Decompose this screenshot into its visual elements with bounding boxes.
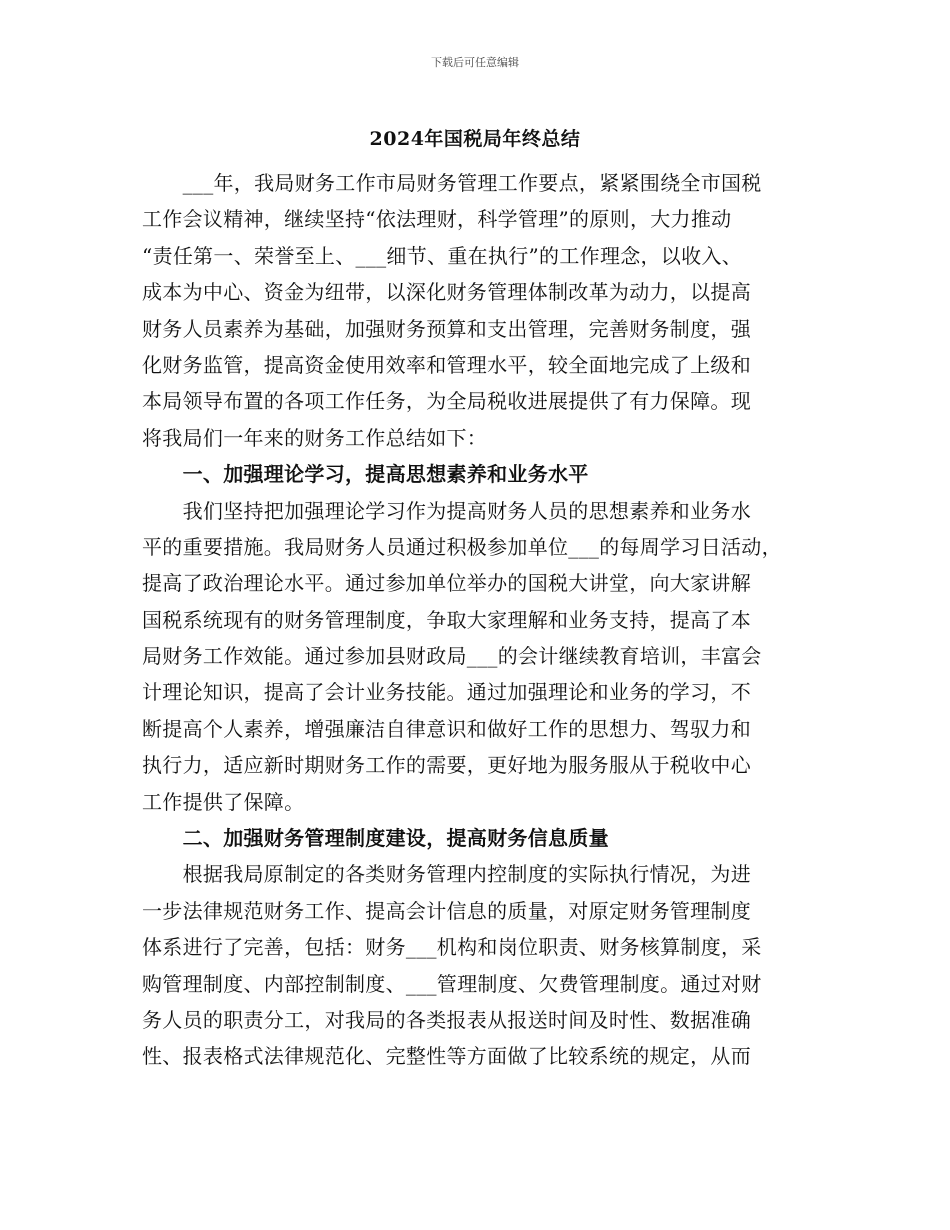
paragraph-line: ___年，我局财务工作市局财务管理工作要点，紧紧围绕全市国税: [142, 171, 762, 195]
paragraph-line: 将我局们一年来的财务工作总结如下：: [142, 425, 488, 450]
paragraph-line: 务人员的职责分工，对我局的各类报表从报送时间及时性、数据准确: [142, 1007, 751, 1032]
paragraph-line: “责任第一、荣誉至上、___细节、重在执行”的工作理念，以收入、: [142, 243, 743, 268]
paragraph-line: 体系进行了完善，包括：财务___机构和岗位职责、财务核算制度，采: [142, 935, 762, 960]
header-note: 下载后可任意编辑: [431, 56, 519, 69]
paragraph-line: 一步法律规范财务工作、提高会计信息的质量，对原定财务管理制度: [142, 898, 751, 923]
paragraph-line: 提高了政治理论水平。通过参加单位举办的国税大讲堂，向大家讲解: [142, 571, 751, 596]
paragraph-line: 根据我局原制定的各类财务管理内控制度的实际执行情况，为进: [142, 862, 751, 887]
paragraph-line: 国税系统现有的财务管理制度，争取大家理解和业务支持，提高了本: [142, 607, 751, 632]
paragraph-line: 成本为中心、资金为纽带，以深化财务管理体制改革为动力，以提高: [142, 280, 751, 305]
paragraph-line: 化财务监管，提高资金使用效率和管理水平，较全面地完成了上级和: [142, 352, 751, 377]
paragraph-line: 断提高个人素养，增强廉洁自律意识和做好工作的思想力、驾驭力和: [142, 716, 751, 741]
paragraph-line: 工作提供了保障。: [142, 789, 305, 814]
paragraph-line: 平的重要措施。我局财务人员通过积极参加单位___的每周学习日活动，: [142, 534, 782, 559]
paragraph-line: 工作会议精神，继续坚持“依法理财，科学管理”的原则，大力推动: [142, 207, 732, 232]
paragraph-line: 购管理制度、内部控制制度、___管理制度、欠费管理制度。通过对财: [142, 971, 762, 996]
section-heading: 一、加强理论学习，提高思想素养和业务水平: [142, 462, 589, 487]
document-body: [142, 165, 814, 1075]
paragraph-line: 局财务工作效能。通过参加县财政局___的会计继续教育培训，丰富会: [142, 644, 762, 669]
paragraph-line: 性、报表格式法律规范化、完整性等方面做了比较系统的规定，从而: [142, 1044, 751, 1069]
document-title: 2024年国税局年终总结: [369, 128, 581, 150]
paragraph-line: 执行力，适应新时期财务工作的需要，更好地为服务服从于税收中心: [142, 753, 751, 778]
section-heading: 二、加强财务管理制度建设，提高财务信息质量: [142, 826, 609, 851]
paragraph-line: 财务人员素养为基础，加强财务预算和支出管理，完善财务制度，强: [142, 316, 751, 341]
paragraph-line: 我们坚持把加强理论学习作为提高财务人员的思想素养和业务水: [142, 498, 751, 523]
paragraph-line: 计理论知识，提高了会计业务技能。通过加强理论和业务的学习，不: [142, 680, 751, 705]
paragraph-line: 本局领导布置的各项工作任务，为全局税收进展提供了有力保障。现: [142, 389, 751, 414]
